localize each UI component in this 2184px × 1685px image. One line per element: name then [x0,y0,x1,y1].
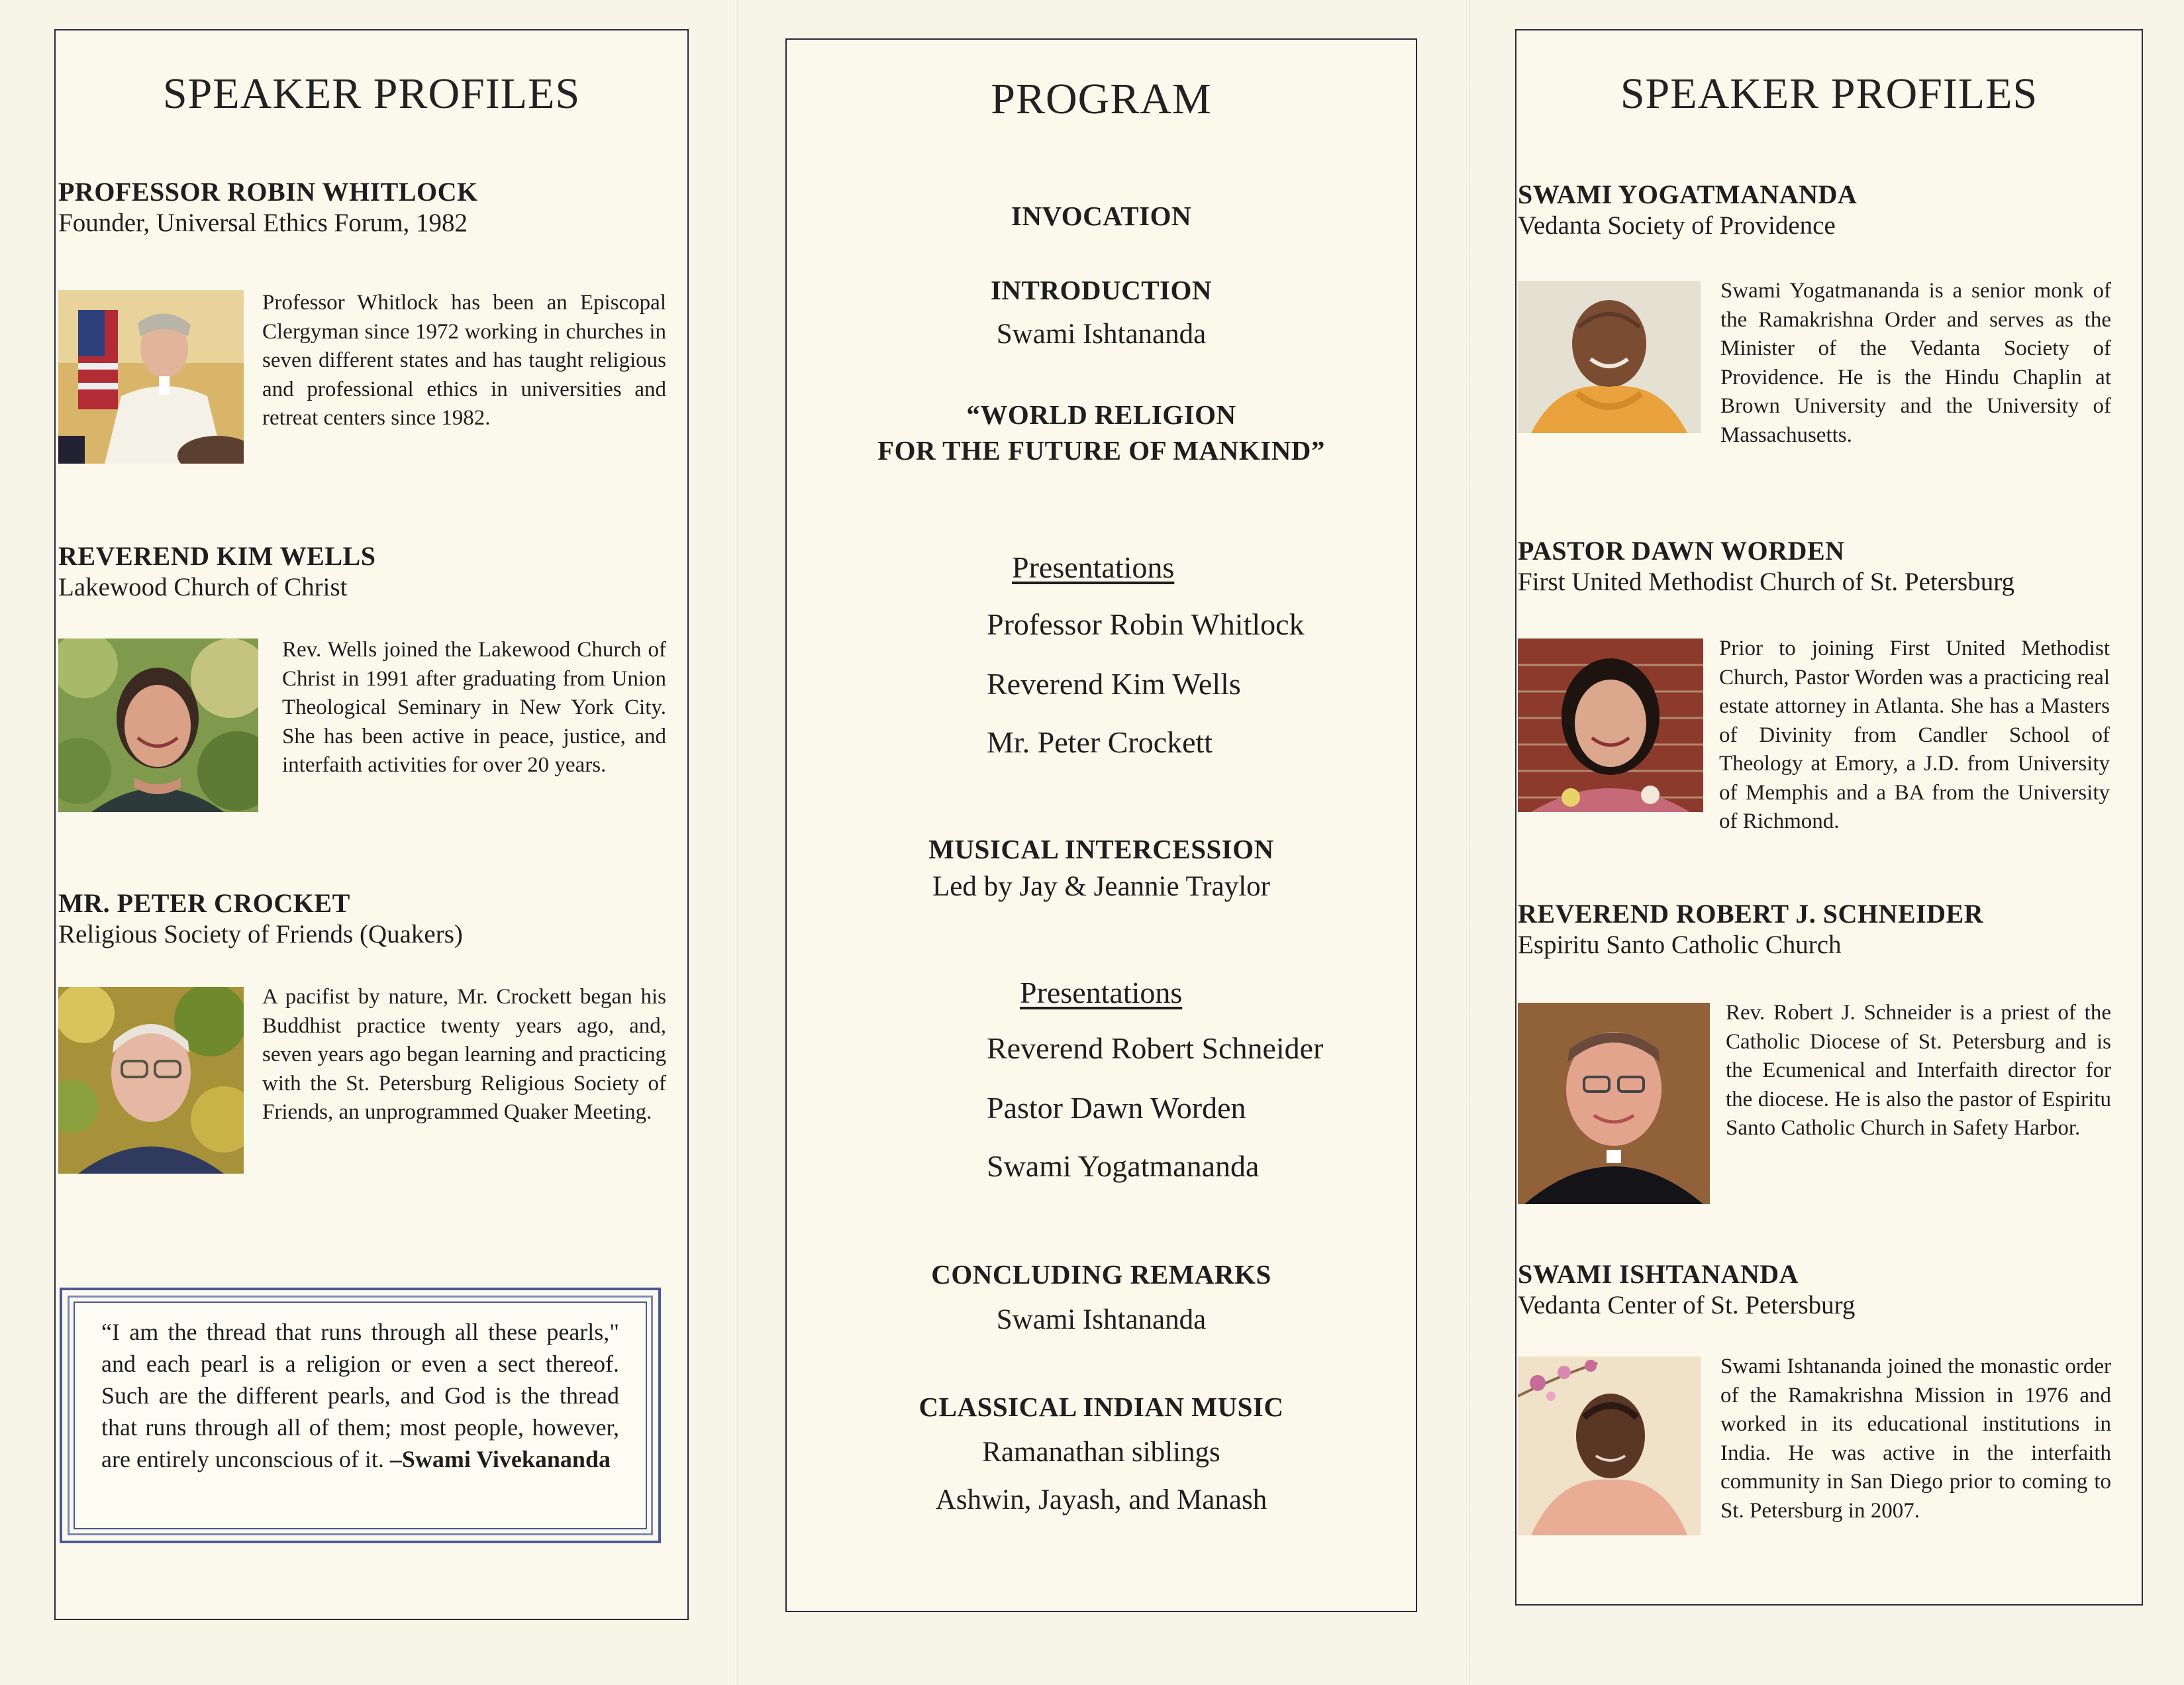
speaker-affiliation-schneider: Espiritu Santo Catholic Church [1518,931,1842,959]
photo-whitlock [58,290,244,464]
presentations-label-2: Presentations [1020,976,1183,1009]
speaker-name-ishtananda: SWAMI ISHTANANDA [1518,1259,1799,1289]
musical-intercession-heading: MUSICAL INTERCESSION [928,834,1274,864]
invocation-heading: INVOCATION [1011,201,1192,231]
presentations-label-1: Presentations [1012,550,1175,584]
quote-text: “I am the thread that runs through all these pearls," and each pearl is a religion or even a sect thereof. Such are the different pearls, and God is the thread that runs through all of them; most people, however, are entirely unconscious of it. [101,1319,619,1472]
speaker-affiliation-whitlock: Founder, Universal Ethics Forum, 1982 [58,209,468,237]
photo-crocket [58,987,244,1174]
introduction-heading: INTRODUCTION [990,275,1213,305]
speaker-bio-yogatmananda: Swami Yogatmananda is a senior monk of the Ramakrishna Order and serves as the Minister of the Vedanta Society of Providence. He is the Hindu Chaplin at Brown University and the University of Massachusetts. [1720,279,2111,447]
speaker-name-crocket: MR. PETER CROCKET [58,888,350,918]
quote-box [60,1288,661,1543]
fold-line-right [1466,0,1470,1685]
theme-line-1: “WORLD RELIGION [966,399,1236,430]
musical-intercession-leaders: Led by Jay & Jeannie Traylor [932,871,1270,902]
speaker-name-whitlock: PROFESSOR ROBIN WHITLOCK [58,177,478,207]
speaker-affiliation-ishtananda: Vedanta Center of St. Petersburg [1518,1291,1856,1319]
speaker-bio-schneider: Rev. Robert J. Schneider is a priest of the Catholic Diocese of St. Petersburg and is the Ecumenical and Interfaith director for the diocese. He is also the pastor of Espiritu Santo Catholic Church in Safety Harbor. [1726,1001,2111,1140]
speaker-name-worden: PASTOR DAWN WORDEN [1518,536,1845,566]
speaker-bio-crocket: A pacifist by nature, Mr. Crockett began his Buddhist practice twenty years ago, and, seven years ago began learning and practicing with the St. Petersburg Religious Society of Friends, an unprogrammed Quaker Meeting. [262,985,666,1124]
concluding-remarks-speaker: Swami Ishtananda [996,1304,1207,1335]
left-speaker-panel [54,29,689,1620]
panel-title: PROGRAM [991,75,1212,123]
presenter-item: Professor Robin Whitlock [987,607,1305,641]
presenter-item: Reverend Robert Schneider [987,1031,1324,1065]
introduction-speaker: Swami Ishtananda [996,319,1207,350]
speaker-bio-worden: Prior to joining First United Methodist Church, Pastor Worden was a practicing real estate attorney in Atlanta. She has a Masters of Divinity from Candler School of Theology at Emory, a J.D. from University of Memphis and a BA from the University of Richmond. [1719,637,2110,833]
speaker-bio-wells: Rev. Wells joined the Lakewood Church of Christ in 1991 after graduating from Union Theological Seminary in New York City. She has been active in peace, justice, and interfaith activities for over 20 years. [282,638,666,777]
speaker-affiliation-wells: Lakewood Church of Christ [58,573,348,601]
photo-yogatmananda [1518,281,1701,433]
right-speaker-panel [1515,29,2143,1606]
presenter-item: Mr. Peter Crockett [987,725,1213,759]
presenter-item: Pastor Dawn Worden [987,1091,1246,1125]
fold-line-left [734,0,738,1685]
speaker-affiliation-crocket: Religious Society of Friends (Quakers) [58,920,463,948]
quote-author: –Swami Vivekananda [389,1446,611,1472]
panel-title: SPEAKER PROFILES [162,70,581,118]
speaker-affiliation-yogatmananda: Vedanta Society of Providence [1518,211,1836,240]
speaker-name-yogatmananda: SWAMI YOGATMANANDA [1518,179,1858,209]
photo-ishtananda [1518,1356,1701,1535]
concluding-remarks-heading: CONCLUDING REMARKS [931,1259,1271,1290]
speaker-affiliation-worden: First United Methodist Church of St. Petersburg [1518,568,2015,596]
program-panel [785,38,1417,1612]
photo-schneider [1518,1003,1710,1204]
theme-line-2: FOR THE FUTURE OF MANKIND” [877,435,1325,466]
speaker-name-schneider: REVEREND ROBERT J. SCHNEIDER [1518,899,1984,929]
classical-music-heading: CLASSICAL INDIAN MUSIC [918,1392,1284,1422]
classical-music-names: Ashwin, Jayash, and Manash [935,1484,1267,1515]
speaker-bio-whitlock: Professor Whitlock has been an Episcopal Clergyman since 1972 working in churches in seven different states and has taught religious and professional ethics in universities and retreat centers since 1982. [262,291,666,430]
speaker-bio-ishtananda: Swami Ishtananda joined the monastic order of the Ramakrishna Mission in 1976 and worked in its educational institutions in India. He was active in the interfaith community in San Diego prior to coming to St. Petersburg in 2007. [1720,1354,2111,1523]
panel-title: SPEAKER PROFILES [1620,70,2038,118]
photo-worden [1518,638,1703,812]
presenter-item: Reverend Kim Wells [987,667,1241,701]
photo-wells [58,638,258,812]
speaker-name-wells: REVEREND KIM WELLS [58,541,376,571]
classical-music-performers: Ramanathan siblings [982,1437,1220,1468]
presenter-item: Swami Yogatmananda [987,1149,1260,1183]
